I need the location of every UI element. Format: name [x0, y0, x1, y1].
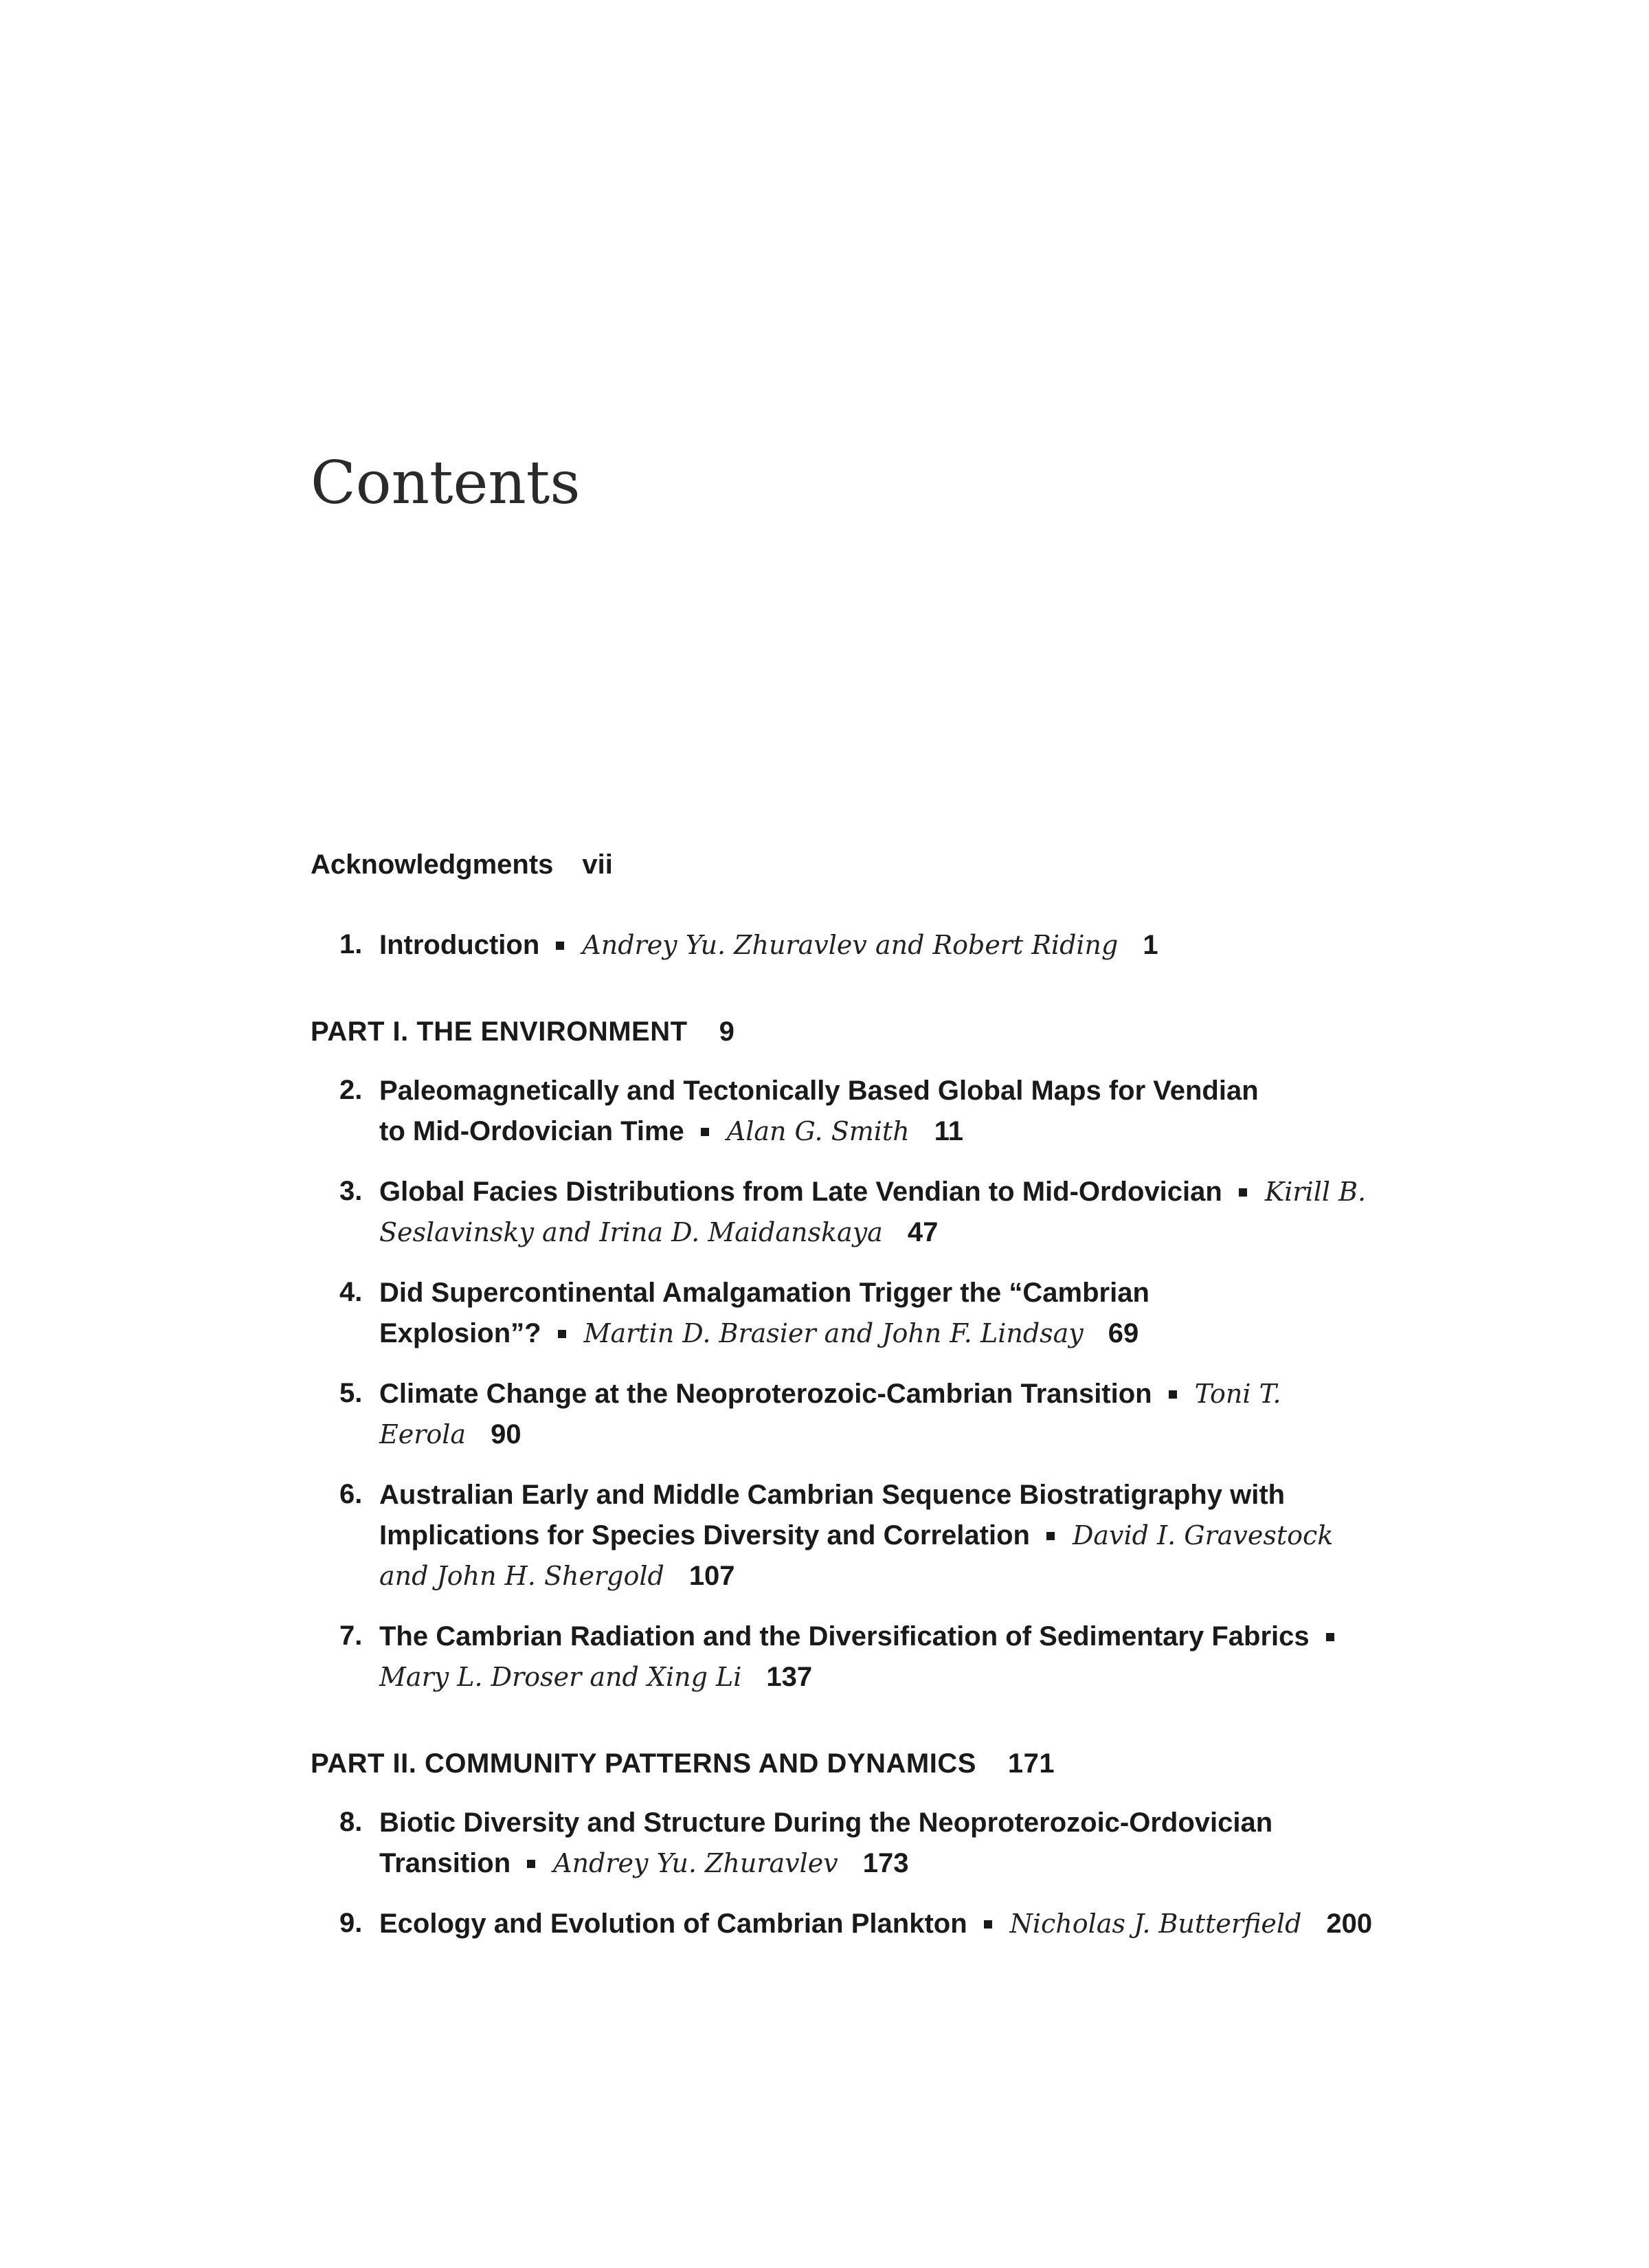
toc-entry-number: 5. — [339, 1378, 363, 1408]
toc-page-number: 173 — [862, 1848, 909, 1878]
toc-page-number: 171 — [1007, 1748, 1055, 1779]
toc-entry-1[interactable] — [311, 924, 1369, 965]
toc-page-number: 9 — [719, 1016, 735, 1047]
toc-entry-9[interactable] — [311, 1903, 1373, 1944]
toc-entry-number: 4. — [339, 1277, 363, 1307]
toc-entry-authors: Martin D. Brasier and John F. Lindsay — [583, 1318, 1084, 1348]
square-bullet-icon — [1169, 1390, 1177, 1399]
toc-entry-title: Climate Change at the Neoproterozoic-Cambrian Transition — [379, 1379, 1152, 1409]
toc-entry-authors: Kirill B. — [1264, 1177, 1367, 1207]
toc-entry-title: Global Facies Distributions from Late Vendian to Mid-Ordovician — [379, 1177, 1222, 1207]
toc-entry-title: Australian Early and Middle Cambrian Sequence Biostratigraphy with — [379, 1480, 1286, 1510]
toc-page-number: 1 — [1143, 930, 1158, 960]
square-bullet-icon — [527, 1860, 535, 1868]
toc-entry-number: 1. — [339, 929, 363, 959]
part-title: PART I. THE ENVIRONMENT — [311, 1016, 688, 1047]
toc-front-matter-acknowledgments[interactable] — [311, 844, 1369, 885]
toc-entry-number: 8. — [339, 1807, 363, 1837]
toc-entry-authors: David I. Gravestock — [1072, 1520, 1334, 1550]
toc-page-number: 69 — [1108, 1318, 1139, 1348]
toc-entry-3[interactable] — [311, 1171, 1369, 1252]
toc-entry-5[interactable] — [311, 1373, 1369, 1454]
toc-page-number: vii — [582, 849, 613, 880]
page-title: Contents — [311, 449, 581, 518]
toc-page-number: 200 — [1326, 1909, 1373, 1939]
toc-entry-title-cont: Implications for Species Diversity and Correlation — [379, 1520, 1030, 1550]
toc-page-number: 137 — [766, 1662, 813, 1692]
toc-entry-6[interactable] — [311, 1474, 1369, 1596]
toc-entry-title: Did Supercontinental Amalgamation Trigger the “Cambrian — [379, 1278, 1149, 1308]
toc-entry-authors: Mary L. Droser and Xing Li — [379, 1662, 742, 1692]
toc-entry-number: 2. — [339, 1075, 363, 1105]
toc-entry-number: 3. — [339, 1176, 363, 1206]
toc-entry-number: 6. — [339, 1479, 363, 1509]
toc-entry-title: The Cambrian Radiation and the Diversification of Sedimentary Fabrics — [379, 1621, 1310, 1652]
toc-entry-authors: Toni T. — [1194, 1379, 1281, 1409]
toc-part-heading-2[interactable] — [311, 1743, 1369, 1784]
square-bullet-icon — [1046, 1532, 1055, 1540]
toc-entry-title: Ecology and Evolution of Cambrian Plankton — [379, 1909, 967, 1939]
toc-entry-number: 7. — [339, 1621, 363, 1651]
toc-entry-2[interactable] — [311, 1070, 1369, 1151]
square-bullet-icon — [984, 1920, 992, 1928]
toc-entry-authors: Andrey Yu. Zhuravlev and Robert Riding — [582, 930, 1119, 960]
table-of-contents — [311, 844, 1373, 1944]
toc-entry-title: Introduction — [379, 930, 540, 960]
square-bullet-icon — [701, 1128, 709, 1136]
part-title: PART II. COMMUNITY PATTERNS AND DYNAMICS — [311, 1748, 976, 1779]
toc-entry-number: 9. — [339, 1908, 363, 1938]
square-bullet-icon — [1239, 1188, 1247, 1197]
toc-entry-title-cont: to Mid-Ordovician Time — [379, 1116, 684, 1146]
toc-entry-8[interactable] — [311, 1802, 1369, 1883]
toc-entry-title-cont: Transition — [379, 1848, 511, 1878]
toc-front-title: Acknowledgments — [311, 849, 554, 880]
toc-page-number: 47 — [907, 1217, 939, 1247]
toc-page-number: 107 — [688, 1561, 735, 1591]
square-bullet-icon — [556, 942, 564, 950]
toc-entry-title-cont: Explosion”? — [379, 1318, 541, 1348]
square-bullet-icon — [1326, 1633, 1334, 1641]
toc-part-heading-1[interactable] — [311, 1011, 1369, 1052]
toc-entry-title: Biotic Diversity and Structure During the Neoproterozoic-Ordovician — [379, 1808, 1273, 1838]
toc-entry-authors: Alan G. Smith — [726, 1116, 910, 1146]
toc-entry-authors: Andrey Yu. Zhuravlev — [553, 1848, 838, 1878]
toc-entry-7[interactable] — [311, 1616, 1369, 1697]
toc-entry-authors-cont: Seslavinsky and Irina D. Maidanskaya — [379, 1217, 883, 1247]
toc-page-number: 11 — [934, 1116, 963, 1146]
toc-entry-4[interactable] — [311, 1272, 1369, 1353]
toc-entry-authors-cont: Eerola — [379, 1419, 467, 1449]
toc-entry-authors: Nicholas J. Butterfield — [1009, 1909, 1302, 1939]
toc-page-number: 90 — [491, 1419, 521, 1449]
toc-entry-title: Paleomagnetically and Tectonically Based Global Maps for Vendian — [379, 1076, 1259, 1106]
square-bullet-icon — [558, 1330, 566, 1338]
toc-entry-authors-cont: and John H. Shergold — [379, 1561, 664, 1591]
